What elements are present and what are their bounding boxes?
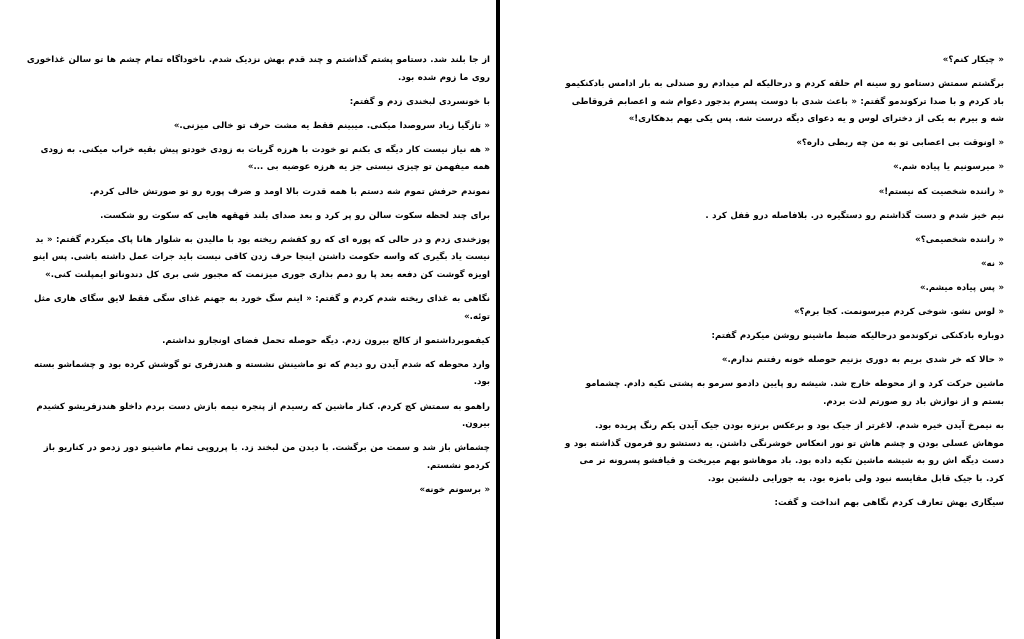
paragraph: وارد محوطه که شدم آیدن رو دیدم که تو ماشینش نشسته و هندزفری تو گوشش کرده بود و چشماشو بسته بود.: [33, 359, 490, 388]
paragraph: نموندم حرفش تموم شه دستم با همه قدرت بالا اومد و ضرف پوره رو تو صورتش خالی کردم.: [89, 186, 490, 197]
paragraph: « تازگیا زیاد سروصدا میکنی. میبینم فقط یه مشت حرف تو خالی میزنی.»: [173, 120, 490, 131]
paragraph: « پس پیاده میشم.»: [920, 282, 1004, 293]
paragraph: کیفموبرداشتمو از کالج بیرون زدم. دیگه حوصله تحمل فضای اونجارو نداشتم.: [162, 335, 490, 346]
paragraph: « راننده شخصیمی؟»: [915, 234, 1004, 245]
paragraph: « میرسونیم یا پیاده شم.»: [893, 162, 1004, 173]
paragraph: « چیکار کنم؟»: [942, 55, 1004, 65]
paragraph: برای چند لحظه سکوت سالن رو پر کرد و بعد صدای بلند قهقهه هایی که سکوت رو شکست.: [100, 210, 490, 221]
right-page: [505, 0, 1024, 639]
paragraph: پوزخندی زدم و در حالی که پوره ای که رو کفشم ریخته بود با مالیدن به شلوار هانا پاک میکردم گفتم: « بد نیست یاد بگیری که واسه حکومت داشتن اینجا حرف زدن کافی نیست باید جرات عمل داشته باشی. پس اینو اویزه گوشت کن دفعه بعد پا رو دمم بذاری جوری میزنمت که مجبور شی بری کل دندوناتو ایمپلنت کنی.»: [33, 234, 490, 280]
paragraph: با خونسردی لبخندی زدم و گفتم:: [349, 96, 490, 107]
paragraph: ماشین حرکت کرد و از محوطه خارج شد. شیشه رو پایین دادمو سرمو به پشتی تکیه دادم. چشمامو بستم و از نوازش باد رو صورتم لذت بردم.: [585, 379, 1004, 407]
paragraph: از جا بلند شد. دستامو پشتم گذاشتم و چند قدم بهش نزدیک شدم. ناخوداگاه تمام چشم ها تو سالن غذاخوری روی ما زوم شده بود.: [26, 55, 490, 83]
paragraph: برگشتم سمتش دستامو رو سینه ام حلقه کردم و درحالیکه لم میدادم رو صندلی به بار ادامس بادکنکیمو باد کردم و با صدا ترکوندمو گفتم: « باعث شدی با دوست پسرم بدجور دعوام شه و اعصابم قروقاطی شه و بیرم به یکی از دخترای لوس و یه دعوای دیگه درست شه. پس یکی بهم بدهکاری!»: [565, 79, 1004, 125]
left-page: [0, 0, 490, 639]
paragraph: سیگاری بهش تعارف کردم نگاهی بهم انداخت و گفت:: [774, 497, 1004, 508]
paragraph: « لوس نشو. شوخی کردم میرسونمت. کجا برم؟»: [793, 307, 1004, 318]
paragraph: « هه نیاز نیست کار دیگه ی بکنم تو خودت با هرزه گریات به زودی خودتو پیش بقیه خراب میکنی. به زودی همه میفهمن تو چیزی نیستی جز یه هرزه عوضیه بی ...»: [40, 144, 490, 173]
paragraph: دوباره بادکنکی ترکوندمو درحالیکه ضبط ماشینو روشن میکردم گفتم:: [711, 331, 1004, 342]
page-divider: [496, 0, 500, 639]
paragraph: « اونوقت بی اعصابی تو به من چه ربطی داره؟»: [796, 138, 1004, 149]
paragraph: چشماش باز شد و سمت من برگشت. با دیدن من لبخند زد. با پرروپی تمام ماشینو دور زدمو در کناریو باز کردمو نشستم.: [43, 443, 490, 471]
paragraph: نگاهی به غذای ریخته شدم کردم و گفتم: « اینم سگ خورد به جهنم غذای سگی فقط لایق سگای هاری مثل توئه.»: [33, 294, 490, 322]
paragraph: نیم خیز شدم و دست گذاشتم رو دستگیره در. بلافاصله درو قفل کرد .: [705, 210, 1004, 221]
paragraph: به نیمرخ آیدن خیره شدم. لاغرتر از جیک بود و برعکس برنزه بودن جیک آیدن یکم رنگ پریده بود. موهاش عسلی بودن و چشم هاش تو نور انعکاس خوشرنگی داشتن. یه دستشو رو فرمون گذاشته بود و دست دیگه اش رو به شیشه ماشین تکیه داده بود. باد موهاشو بهم میریخت و قیافشو پسرونه تر می کرد. با جیک قابل مقایسه نبود ولی بامزه بود. یه جورایی دلنشین بود.: [565, 421, 1004, 484]
paragraph: « حالا که خر شدی بریم به دوری بزنیم حوصله خونه رفتنم ندارم.»: [721, 355, 1004, 366]
paragraph: « نه»: [980, 258, 1004, 269]
paragraph: « برسونم خونه»: [419, 484, 490, 495]
paragraph: « راننده شخصیت که نیستم!»: [878, 186, 1004, 197]
paragraph: راهمو به سمتش کج کردم. کنار ماشین که رسیدم از پنجره نیمه بازش دست بردم داخلو هندزفریشو کشیدم بیرون.: [36, 401, 490, 430]
